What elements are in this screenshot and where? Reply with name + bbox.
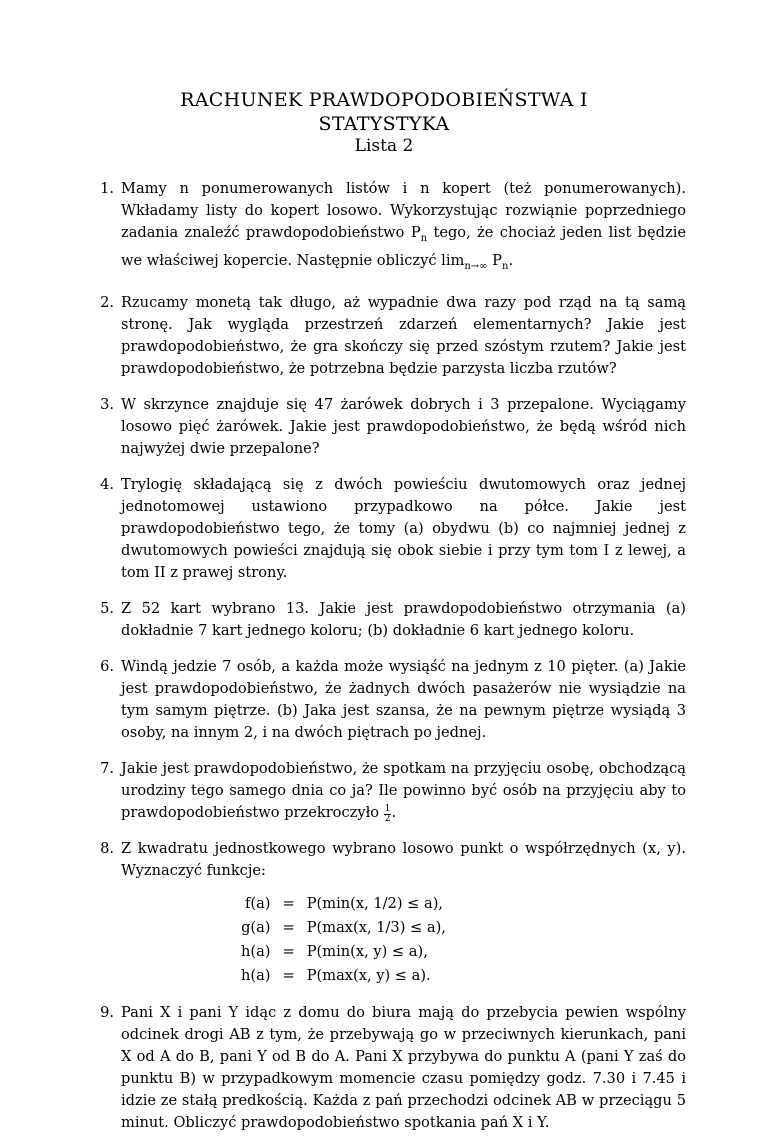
problem-text: Windą jedzie 7 osób, a każda może wysiąść na jednym z 10 pięter. (a) Jakie jest prawdopodobieństwo, że żadnych dwóch pasażerów nie wysiądzie na tym samym piętrze. (b) Jaka jest szansa, że na pewnym piętrze wysiądą 3 osoby, na innym 2, i na dwóch piętrach po jednej. [121,657,686,741]
problem-text: Jakie jest prawdopodobieństwo, że spotkam na przyjęciu osobę, obchodzącą urodziny tego samego dnia co ja? Ile powinno być osób na przyjęciu aby to prawdopodobieństwo przekroczyło $\frac{1}{2}$ . [121,759,686,824]
problem-5 [84,598,686,642]
equation-row: g(a) = P(max(x, 1/3) ≤ a), [241,918,446,936]
equation-block [121,892,686,988]
problem-7 [84,758,686,824]
problem-text: Z 52 kart wybrano 13. Jakie jest prawdopodobieństwo otrzymania (a) dokładnie 7 kart jednego koloru; (b) dokładnie 6 kart jednego koloru. [121,599,686,639]
problem-6 [84,656,686,744]
problem-number: 8. [100,839,114,857]
problem-text: W skrzynce znajduje się 47 żarówek dobrych i 3 przepalone. Wyciągamy losowo pięć żarówek. Jakie jest prawdopodobieństwo, że będą wśród nich najwyżej dwie przepalone? [121,395,686,457]
equation-row: f(a) = P(min(x, 1/2) ≤ a), [245,894,444,912]
problem-number: 1. [100,180,114,197]
problem-list [84,178,686,1148]
problem-text: Mamy n ponumerowanych listów i n kopert (też ponumerowanych). Wkładamy listy do kopert losowo. Wykorzystując rozwiąnie poprzedniego zadania znaleźć prawdopodobieństwo $P_n$ tego, że chociaż jeden list będzie we właściwej kopercie. Następnie obliczyć $\lim_{n\to\infty} P_n$. [121,180,686,272]
document-title [0,88,768,136]
equation-row: h(a) = P(min(x, y) ≤ a), [241,942,428,960]
problem-text: Rzucamy monetą tak długo, aż wypadnie dwa razy pod rząd na tą samą stronę. Jak wygląda przestrzeń zdarzeń elementarnych? Jakie jest prawdopodobieństwo, że gra skończy się przed szóstym rzutem? Jakie jest prawdopodobieństwo, że potrzebna będzie parzysta liczba rzutów? [121,293,686,377]
problem-9 [84,1002,686,1134]
problem-number: 2. [100,293,114,311]
problem-1 [84,178,686,278]
problem-3 [84,394,686,460]
problem-8 [84,838,686,988]
problem-number: 3. [100,395,114,413]
problem-number: 5. [100,599,114,617]
problem-number: 6. [100,657,114,675]
title-line-2: STATYSTYKA [318,113,450,135]
problem-number: 7. [100,759,114,777]
fraction-one-half: $\frac{1}{2}$ [384,803,391,824]
problem-text: Z kwadratu jednostkowego wybrano losowo punkt o współrzędnych (x, y). Wyznaczyć funkcje: [121,839,686,879]
problem-4 [84,474,686,584]
document-subtitle: Lista 2 [354,136,414,156]
problem-number: 4. [100,475,114,493]
problem-2 [84,292,686,380]
problem-text: Pani X i pani Y idąc z domu do biura mają do przebycia pewien wspólny odcinek drogi AB z tym, że przebywają go w przeciwnych kierunkach, pani X od A do B, pani Y od B do A. Pani X przybywa do punktu A (pani Y zaś do punktu B) w przypadkowym momencie czasu pomiędzy godz. 7.30 i 7.45 i idzie ze stałą predkością. Każda z pań przechodzi odcinek AB w przeciągu 5 minut. Obliczyć prawdopodobieństwo spotkania pań X i Y. [121,1003,686,1131]
equation-row: h(a) = P(max(x, y) ≤ a). [241,966,431,984]
title-line-1: RACHUNEK PRAWDOPODOBIEŃSTWA I [180,89,588,111]
problem-number: 9. [100,1003,114,1021]
problem-text: Trylogię składającą się z dwóch powieściu dwutomowych oraz jednej jednotomowej ustawiono przypadkowo na półce. Jakie jest prawdopodobieństwo tego, że tomy (a) obydwu (b) co najmniej jednej z dwutomowych powieści znajdują się obok siebie i przy tym tom I z lewej, a tom II z prawej strony. [121,475,686,581]
